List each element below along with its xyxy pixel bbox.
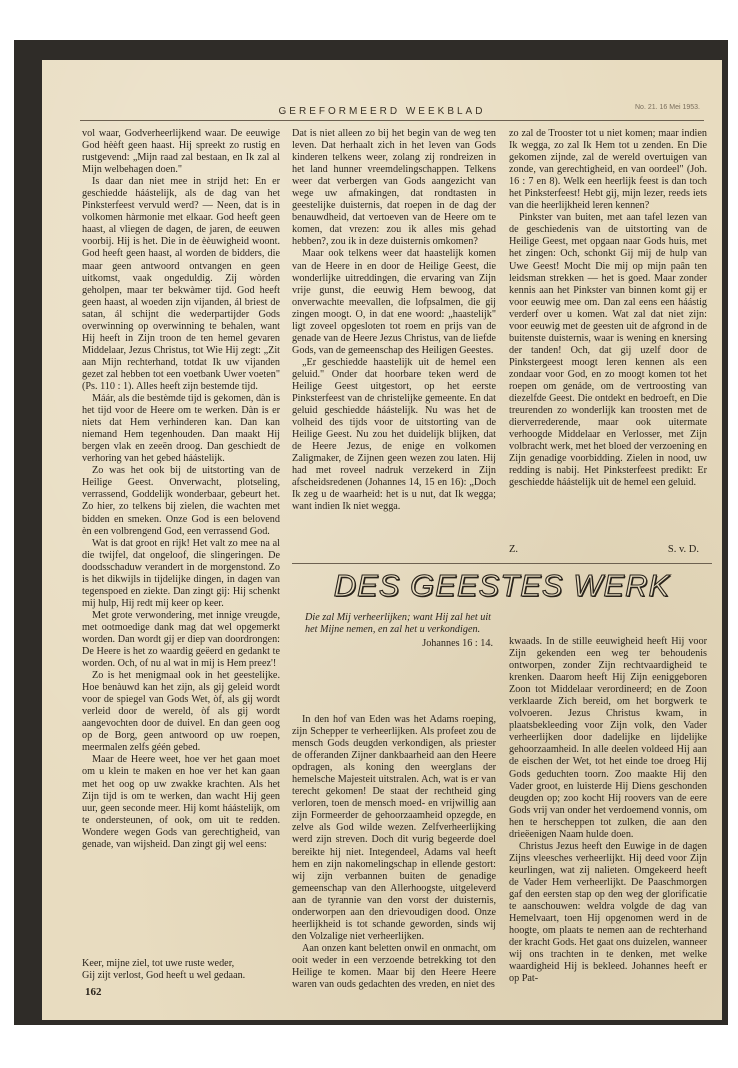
signature bbox=[509, 544, 699, 555]
paragraph: kwaads. In de stille eeuwigheid heeft Hij voor Zijn gekenden een weg ter behoudenis ontworpen, zonder Zijn rechtvaardigheid te krenken. Daarom heeft Hij Zijn eeniggeboren Zoon tot Middelaar verordineerd; en de Zoon verklaarde Zich bereid, om het borgwerk te volvoeren. Jezus Christus kwam, in plaatsbekleeding voor Zijn volk, den Vader verheerlijken door dadelijke en lijdelijke gehoorzaamheid. In alle deelen voldeed Hij aan de eischen der Wet, tot het einde toe droeg Hij Gods geduchten toorn. Zoo maakte Hij den Vader groot, en luisterde Hij Diens geschonden deugden op; zoo kocht Hij roovers van de eere Gods vrij van onder het verdoemend vonnis, om hen te herscheppen tot zulken, die aan den drieëenigen Naam hulde doen. bbox=[509, 636, 707, 840]
paragraph: Dat is niet alleen zo bij het begin van de weg ten leven. Dat herhaalt zich in het leven van Gods kinderen telkens weer, zolang zij rondreizen in het land hunner vreemdelingschappen. Telkens weer dat verbergen van Gods aangezicht van wege uw afmakingen, dat rondtasten in geestelijke duisternis, dat roepen in de dag der benauwdheid, dat vertoeven van de Heere om te komen, dat vrezen: zou ik alles mis gehad hebben?, zou ik in deze duisternis omkomen? bbox=[292, 128, 496, 248]
paragraph: Christus Jezus heeft den Euwige in de dagen Zijns vleesches verheerlijkt. Hij deed voor Zijn keurlingen, wat zij nalieten. Omgekeerd heeft de Vader Hem verheerlijkt. De Paaschmorgen gaf den eersten stap op den weg der glorificatie te aanschouwen: weldra volgde de dag van Hemelvaart, toen Hij opgenomen werd in de hoogte, om plaats te nemen aan de rechterhand der kracht Gods. Het gaat ons duizelen, wanneer wij ons trachten in te denken, met welke waardigheid Hij is bekleed. Johannes heeft er op Pat- bbox=[509, 840, 707, 985]
running-title: GEREFORMEERD WEEKBLAD bbox=[278, 106, 486, 117]
paragraph: In den hof van Eden was het Adams roeping, zijn Schepper te verheerlijken. Als profeet zou de mensch Gods deugden verkondigen, als priester de offeranden Zijner dankbaarheid aan den Heere opdragen, als koning den weerglans der hemelsche Majesteit uitstralen. Ach, wat is er van terecht gekomen! De staat der rechtheid ging verloren, toen de mensch moed- en vrijwillig aan zijn Formeerder de gehoorzaamheid opzegde, en zelve als God wilde wezen. Zelfverheerlijking werd zijn streven. Doch dit vurig begeerde doel bereikte hij niet. Integendeel, Adams val heeft hem en zijn nakomelingschap in ellende gestort: wij zijn verbannen buiten de genadige gemeenschap van den Allerhoogste, uitgeleverd aan de tyrannie van den vorst der duisternis, onderworpen aan den drievoudigen dood. Onze heerlijkheid is tot schande geworden, sinds wij den Volzalige niet verheerlijken. bbox=[292, 714, 496, 942]
poem-line: Keer, mijne ziel, tot uwe ruste weder, bbox=[82, 958, 235, 969]
margin-note: No. 21. 16 Mei 1953. bbox=[635, 104, 700, 111]
paragraph: Aan onzen kant beletten onwil en onmacht, om ooit weder in een verzoende betrekking tot den Heilige te komen. Maar bij den Heere Heere waren van ouds gedachten des vreden, en niet des bbox=[292, 942, 496, 991]
epigraph bbox=[305, 612, 493, 650]
poem-line: Gij zijt verlost, God heeft u wel gedaan. bbox=[82, 970, 246, 981]
paragraph: Pinkster van buiten, met aan tafel lezen van de geschiedenis van de uitstorting van de Heilige Geest, met opgaan naar Gods huis, met het zingen: Och, schonkt Gij mij de hulp van Uwe Geest! Mocht Die mij op mijn paân ten leidsman strekken — het is goed. Maar zonder kennis aan het Pinkster van binnen komt gij er voor eeuwig mee om. Dan zal eens een háástig verderf over u komen. Wat zal dat niet zijn: voor eeuwig met de geesten uit de afgrond in de buitenste duisternis, waar is wening en knersing der tanden! Och, dat gij uzelf door de Pinkstergeest moogt leren kennen als een zondaar voor God, en zo moogt komen tot het roepen om genáde, om de vertroosting van diezelfde Geest. Die ontdekt en bedroeft, en Die treurenden zo wonderlijk kan troosten met de dierverrederende, maar ook uitermate verhoogde Middelaar en Verlosser, met Zijn volbracht werk, met het bloed der verzoening en Zijn genadige voorbidding. Zielen in nood, uw redding is nabij. Het Pinksterfeest predikt: Er geschiedde háástelijk uit de hemel een geluid. bbox=[509, 212, 707, 489]
paragraph: Zo was het ook bij de uitstorting van de Heilige Geest. Onverwacht, plotseling, verrassend, Goddelijk wonderbaar, gebeurt het. Zo hier, zo telkens bij zielen, die wachten met bidden en smeken. Onze God is een belovend èn een volbrengend God, een verrassend God. bbox=[82, 465, 280, 537]
newspaper-page bbox=[42, 60, 722, 1020]
paragraph: Wat is dat groot en rijk! Het valt zo mee na al die twijfel, dat ongeloof, die slingeringen. De doodsschaduw verandert in de morgenstond. Zo is het dikwijls in tijdelijke dingen, in dagen van tegenspoed en ziekte. Dan zingt gij: Hij schenkt mij hulp, Hij redt mij keer op keer. bbox=[82, 537, 280, 609]
paragraph: Máár, als die bestèmde tijd is gekomen, dàn is het tijd voor de Heere om te werken. Dàn is er niets dat Hem verhinderen kan. Dan kan niemand Hem tegenhouden. Dan maakt Hij bergen vlak en zeeën droog. Dan geschiedt de verhoring van het gebed háástelijk. bbox=[82, 393, 281, 465]
paragraph: vol waar, Godverheerlijkend waar. De eeuwige God hèèft geen haast. Hij spreekt zo rustig en rustgevend: „Mijn raad zal bestaan, en Ik zal al Mijn welbehagen doen." bbox=[82, 128, 280, 176]
column-left bbox=[82, 128, 280, 958]
section-divider bbox=[292, 563, 712, 564]
article-column-middle bbox=[292, 714, 496, 1020]
paragraph: zo zal de Trooster tot u niet komen; maar indien Ik wegga, zo zal Ik Hem tot u zenden. En Die gekomen zijnde, zal de wereld overtuigen van zonde, van gerechtigheid, en van oordeel" (Joh. 16 : 7 en 8). Welk een heerlijk feest is dan toch het Pinksterfeest! Hebt gij, mijn lezer, reeds iets van die heerlijkheid leren kennen? bbox=[509, 128, 707, 212]
signature-right: S. v. D. bbox=[667, 544, 699, 555]
epigraph-reference: Johannes 16 : 14. bbox=[422, 638, 493, 649]
column-right bbox=[509, 128, 707, 560]
page-number: 162 bbox=[85, 986, 102, 998]
paragraph: Maar de Heere weet, hoe ver het gaan moet om u klein te maken en hoe ver het kan gaan met het oog op uw zwakke krachten. Als het Zijn tijd is om te werken, dan wacht Hij geen uur, geen seconde meer. Hij komt háástelijk, om te ondersteunen, of ook, om uit te redden. Wondere wegen Gods van gerechtigheid, van genade, van wijsheid. Dan zingt gij wel eens: bbox=[82, 754, 280, 850]
paragraph: Met grote verwondering, met innige vreugde, met ootmoedige dank mag dat wel opgemerkt worden. Dan wordt gij er diep van doordrongen: De Heere is het zo waardig geëerd en gedankt te worden. Och, of nu al wat in mij is Hem preez'! bbox=[82, 609, 280, 670]
column-middle bbox=[292, 128, 496, 560]
paragraph: Is daar dan niet mee in strijd het: En er geschiedde háástelijk, als de dag van het Pinksterfeest vervuld werd? — Neen, dat is in volkomen hàrmonie met elkaar. God heeft geen haast, al vliegen de dagen, de jaren, de eeuwen voorbij. Hij is het. Die in de èèuwigheid woont. God heeft geen haast, al worden de bidders, die maar geen antwoord ontvangen en geen uitkomst, vaak ongeduldig. Zij wòrden geholpen, maar ter bekwàmer tijd. God heeft geen haast, al woeden zijn vijanden, ál briest de satan, ál schijnt die wederpartijder Gods overwinning op overwinning te behalen, want Hij heeft in Zijn troon de ten hemel gevaren Middelaar, Jezus Christus, tot Wie Hij zegt: „Zit aan Mijn rechterhand, totdat Ik uw vijanden gezet zal hebben tot een voetbank Uwer voeten" (Ps. 110 : 1). Alles heeft zijn bestemde tijd. bbox=[82, 176, 280, 392]
paragraph: Maar ook telkens weer dat haastelijk komen van de Heere in en door de Heilige Geest, die wonderlijke uitreddingen, die ervaring van Zijn vrije gunst, die eeuwig Hem bewoog, dat onverwachte meevallen, die lofpsalmen, die gij zingen moogt. O, in dat ene woord: „haastelijk" ligt zoveel opgesloten tot roem en prijs van de genade van de Heere Jezus Christus, van de liefde Gods, van de gemeenschap des Heiligen Geestes. bbox=[292, 248, 496, 356]
header-rule bbox=[80, 120, 704, 121]
psalm-quote bbox=[82, 958, 280, 982]
paragraph: Zo is het menigmaal ook in het geestelijke. Hoe benàuwd kan het zijn, als gij geleid wordt voor de spiegel van Gods Wet, òf, als gij wordt verleid door de wereld, òf als gij wordt aangevochten door de duivel. En dan geen oog op de Borg, geen antwoord op uw roepen, meermalen zelfs géén gebed. bbox=[82, 670, 280, 754]
signature-left: Z. bbox=[509, 544, 519, 555]
paragraph: „Er geschiedde haastelijk uit de hemel een geluid." Onder dat hoorbare teken werd de Heilige Geest uitgestort, op het eerste Pinksterfeest van de christelijke gemeente. En dat geluid geschiedde háástelijk. Nu was het de volheid des tijds voor de uitstorting van de Heilige Geest. Nu zou het duidelijk blijken, dat de Heere Jezus, de enige en volkomen Zaligmaker, de Zijnen geen wezen zou laten. Hij had met roveel nadruk verzekerd in Zijn afscheidsredenen (Johannes 14, 15 en 16): „Doch Ik zeg u de waarheid: het is u nut, dat Ik wegga; want indien Ik niet wegga. bbox=[292, 356, 496, 513]
article-column-right bbox=[509, 636, 707, 1020]
epigraph-text: Die zal Mij verheerlijken; want Hij zal het uit het Mijne nemen, en zal het u verkondigen. bbox=[305, 612, 491, 635]
article-title: DES GEESTES WERK bbox=[333, 568, 671, 603]
